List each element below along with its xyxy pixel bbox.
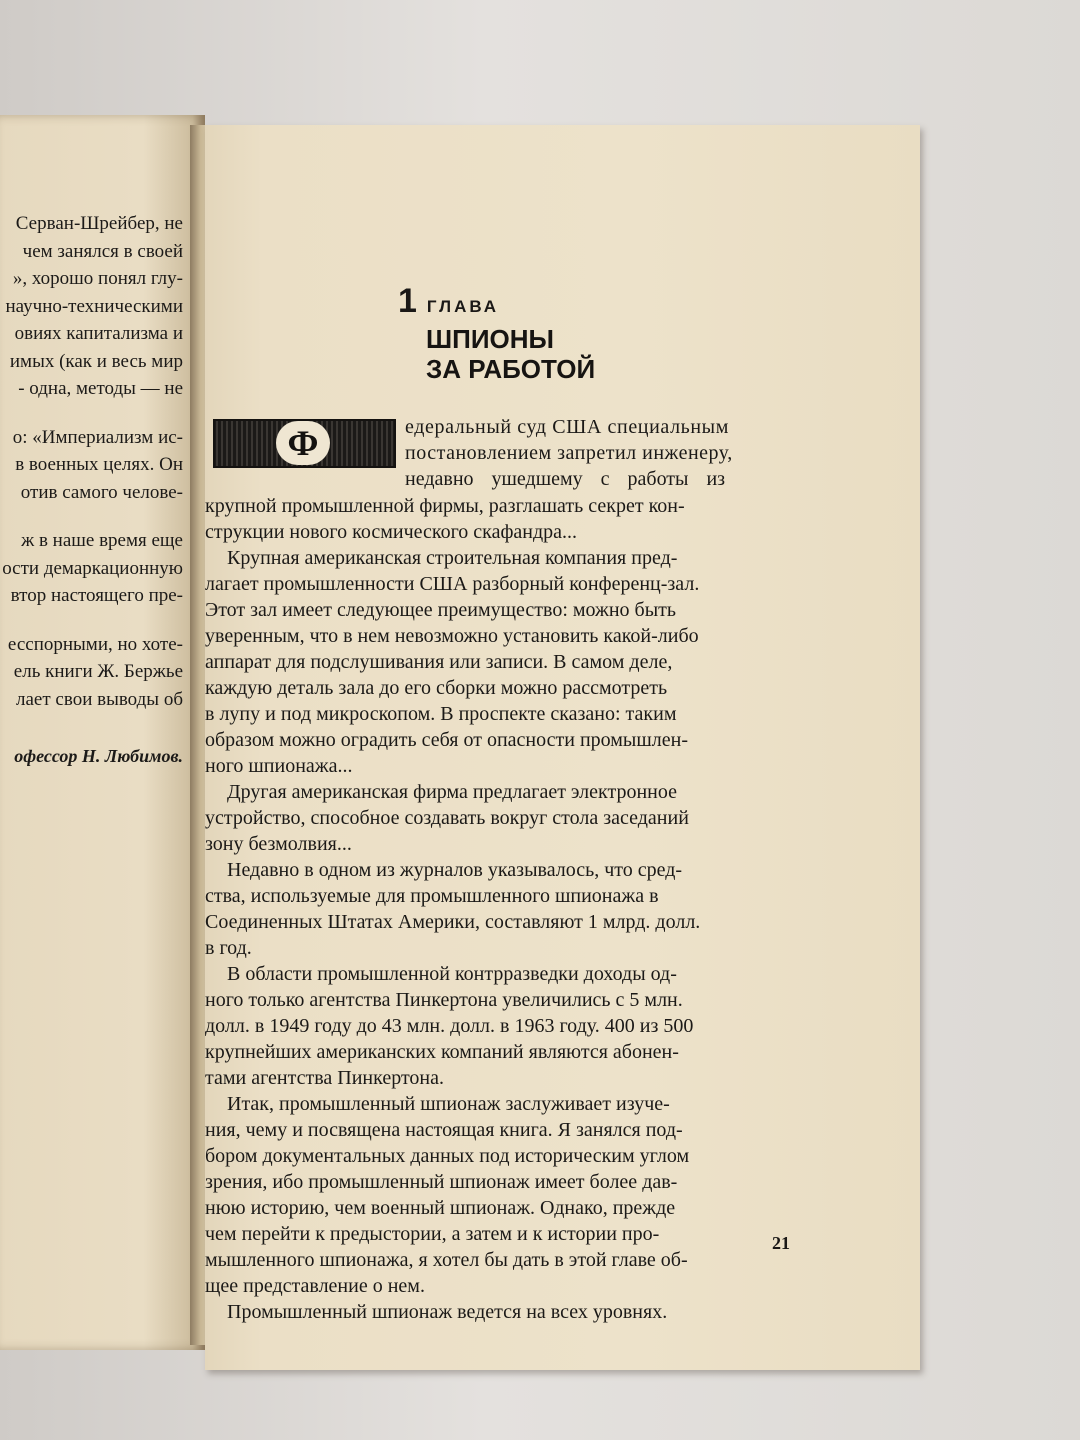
body-line: В области промышленной контрразведки доходы од-: [227, 963, 677, 985]
left-line: - одна, методы — не: [18, 378, 183, 399]
body-line: Крупная американская строительная компания пред-: [227, 547, 678, 569]
chapter-title-line: ШПИОНЫ: [426, 324, 554, 354]
body-line: постановлением запретил инженеру,: [405, 442, 733, 464]
left-line: отив самого челове-: [20, 481, 183, 503]
paragraph-gap: [0, 506, 183, 527]
body-line: крупнейших американских компаний являются абонен-: [205, 1041, 679, 1063]
chapter-title-line: ЗА РАБОТОЙ: [426, 354, 596, 384]
body-line: тами агентства Пинкертона.: [205, 1067, 445, 1089]
body-line: чем перейти к предыстории, а затем и к истории про-: [205, 1223, 660, 1245]
body-line: Этот зал имеет следующее преимущество: можно быть: [205, 599, 677, 621]
left-line: ж в наше время еще: [21, 530, 183, 551]
left-line: », хорошо понял глу-: [12, 268, 183, 289]
body-line: нюю историю, чем военный шпионаж. Однако, прежде: [205, 1197, 676, 1219]
chapter-number: 1: [398, 282, 417, 320]
body-line: ния, чему и посвящена настоящая книга. Я занялся под-: [205, 1119, 683, 1141]
left-line: имых (как и весь мир: [9, 350, 183, 372]
left-line: овиях капитализма и: [14, 323, 183, 344]
body-line: ного шпионажа...: [205, 755, 353, 777]
chapter-label: ГЛАВА: [426, 297, 500, 316]
left-line: научно-техническими: [5, 295, 183, 317]
body-line: Итак, промышленный шпионаж заслуживает изуче-: [227, 1093, 670, 1115]
left-line: Серван-Шрейбер, не: [15, 213, 183, 234]
body-line: устройство, способное создавать вокруг стола заседаний: [205, 807, 689, 829]
page-number: 21: [772, 1233, 790, 1253]
body-line: Промышленный шпионаж ведется на всех уровнях.: [227, 1301, 668, 1323]
chapter-title: [426, 324, 616, 384]
drop-cap-frame: [276, 421, 330, 465]
body-line: ного только агентства Пинкертона увеличились с 5 млн.: [205, 989, 683, 1011]
signature: офессор Н. Любимов.: [14, 746, 183, 766]
body-line: Недавно в одном из журналов указывалось, что сред-: [227, 859, 683, 881]
body-line: Соединенных Штатах Америки, составляют 1 млрд. долл.: [205, 911, 701, 933]
body-line: в лупу и под микроскопом. В проспекте сказано: таким: [205, 703, 677, 725]
body-line: мышленного шпионажа, я хотел бы дать в этой главе об-: [205, 1249, 688, 1271]
body-line: зрения, ибо промышленный шпионаж имеет более дав-: [205, 1171, 678, 1193]
body-line: аппарат для подслушивания или записи. В самом деле,: [205, 651, 673, 673]
drop-cap-ornament: [213, 419, 396, 468]
left-line: в военных целях. Он: [15, 454, 183, 475]
body-line: щее представление о нем.: [205, 1275, 425, 1297]
body-line: крупной промышленной фирмы, разглашать секрет кон-: [205, 495, 685, 517]
body-line: лагает промышленности США разборный конференц-зал.: [205, 573, 700, 595]
body-line: долл. в 1949 году до 43 млн. долл. в 1963 году. 400 из 500: [205, 1015, 694, 1037]
body-line: недавно ушедшему с работы из: [405, 468, 726, 490]
body-line: едеральный суд США специальным: [405, 416, 729, 438]
paragraph-gap: [0, 610, 183, 631]
left-line: ости демаркационную: [2, 557, 183, 579]
body-line: ства, используемые для промышленного шпионажа в: [205, 885, 659, 907]
drop-cap-letter: Ф: [287, 423, 319, 463]
left-line: ель книги Ж. Бержье: [13, 661, 183, 682]
left-line: есспорными, но хоте-: [7, 633, 183, 655]
body-line: Другая американская фирма предлагает электронное: [227, 781, 677, 803]
left-line: чем занялся в своей: [22, 240, 183, 262]
body-line: образом можно оградить себя от опасности промышлен-: [205, 729, 688, 751]
body-line: в год.: [205, 937, 252, 959]
body-line: каждую деталь зала до его сборки можно рассмотреть: [205, 677, 668, 699]
paragraph-gap: [0, 403, 183, 424]
body-line: бором документальных данных под историческим углом: [205, 1145, 690, 1167]
left-page: [0, 115, 205, 1350]
left-line: лает свои выводы об: [16, 688, 183, 710]
left-line: втор настоящего пре-: [10, 585, 183, 606]
paragraph-gap: [0, 713, 183, 743]
body-line: струкции нового космического скафандра...: [205, 521, 578, 543]
body-line: уверенным, что в нем невозможно установить какой-либо: [205, 625, 699, 647]
left-page-text: [0, 210, 183, 771]
body-line: зону безмолвия...: [205, 833, 352, 855]
left-line: о: «Империализм ис-: [12, 426, 183, 448]
chapter-heading: [398, 282, 499, 321]
